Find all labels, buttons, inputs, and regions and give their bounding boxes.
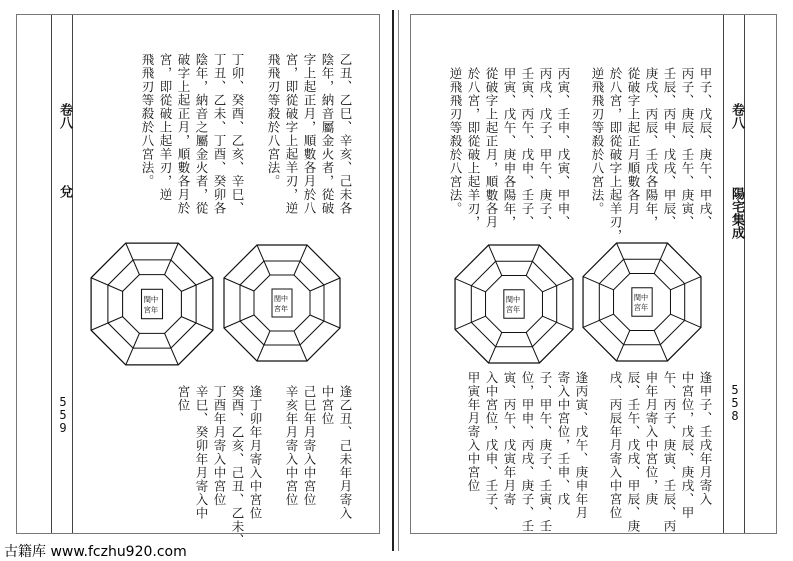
text-column: 從破字上起正月，順數各月: [484, 67, 499, 229]
text-column: 從破字上起正月順數各月: [626, 67, 641, 216]
text-column: 戌、丙辰年月寄入中宮位: [608, 371, 623, 520]
text-column: 甲寅年月寄入中宮位: [466, 371, 481, 493]
octagon-diagram-right: [581, 241, 703, 363]
text-column: 於八宮，即從破上起羊刃，: [466, 67, 481, 229]
text-column: 破字上起正月，順數各月於: [176, 53, 191, 215]
text-column: 宮位: [176, 385, 191, 412]
page-number: 558: [728, 383, 742, 422]
octagon-diagram-left: [89, 241, 215, 367]
text-column: 逢甲子、壬戌年月寄入: [698, 371, 713, 506]
text-column: 逢乙丑、己未年月寄入: [338, 385, 353, 520]
watermark-bar: [0, 540, 793, 561]
text-column: 逢丙寅、戊午、庚申年月: [574, 371, 589, 520]
left-page: [16, 14, 380, 547]
svg-text:閏中: 閏中: [633, 292, 649, 302]
text-column: 辛亥年月寄入中宮位: [284, 385, 299, 507]
text-column: 中宮位，戊辰、庚戌、甲: [680, 371, 695, 520]
text-column: 飛飛刃等殺於八宮法。: [140, 53, 155, 188]
text-column: 入中宮位，戊申、壬子、: [484, 371, 499, 520]
text-column: 申年月寄入中宮位，庚: [644, 371, 659, 506]
left-margin-band: [51, 15, 73, 533]
svg-text:宮年: 宮年: [274, 305, 288, 313]
svg-text:閏中: 閏中: [274, 295, 288, 303]
page-number: 559: [56, 395, 70, 434]
book-spine-shadow: [398, 10, 399, 551]
text-column: 宮，即從破字上起羊刃，逆: [284, 53, 299, 215]
text-column: 宮，即從破上起羊刃，逆: [158, 53, 173, 202]
text-column: 逆飛飛刃等殺於八宮法。: [448, 67, 463, 216]
svg-text:宮年: 宮年: [143, 305, 159, 315]
text-column: 丁丑、乙未、丁酉、癸卯各: [212, 53, 227, 215]
text-column: 飛飛刃等殺於八宮法。: [266, 53, 281, 188]
text-column: 逢丁卯年月寄入中宮位: [248, 385, 263, 520]
text-column: 己巳年月寄入中宮位: [302, 385, 317, 507]
text-column: 位，甲申、丙戌、庚子、壬: [520, 371, 535, 533]
book-title-label: 陽宅集成: [729, 187, 744, 239]
right-page: [410, 14, 777, 534]
text-column: 丙寅、壬申、戊寅、甲申、: [556, 67, 571, 229]
text-column: 甲寅、戊午、庚申各陽年，: [502, 67, 517, 229]
right-margin-band: [723, 15, 745, 533]
watermark-text: 古籍库 www.fczhu920.com: [4, 544, 187, 560]
text-column: 辛巳、癸卯年月寄入中: [194, 385, 209, 520]
text-column: 甲子、戊辰、庚午、甲戌、: [698, 67, 713, 229]
chapter-label: 卷八: [57, 103, 72, 129]
text-column: 庚戌、丙辰、壬戌各陽年，: [644, 67, 659, 229]
book-spine: [392, 10, 394, 551]
text-column: 寄入中宮位，壬申、戊: [556, 371, 571, 506]
svg-text:宮年: 宮年: [633, 303, 649, 313]
text-column: 丙子、庚辰、壬午、庚寅、: [680, 67, 695, 229]
text-column: 丁酉年月寄入中宮位: [212, 385, 227, 507]
text-column: 壬辰、丙申、戊戌、甲辰、: [662, 67, 677, 229]
text-column: 逆飛飛刃等殺於八宮法。: [590, 67, 605, 216]
text-column: 子、甲午、庚子、壬寅、壬: [538, 371, 553, 533]
text-column: 陰年，納音之屬金火者，從: [194, 53, 209, 215]
octagon-diagram-left: [453, 243, 575, 365]
text-column: 中宮位: [320, 385, 335, 426]
text-column: 午、丙子、庚寅、壬辰、丙: [662, 371, 677, 533]
svg-text:宮年: 宮年: [505, 305, 521, 315]
text-column: 陰年，納音屬金火者，從破: [320, 53, 335, 215]
text-column: 辰、壬午、戊戌、甲辰、庚: [626, 371, 641, 533]
text-column: 丙戌、戊子、甲午、庚子、: [538, 67, 553, 229]
svg-text:閏中: 閏中: [143, 294, 159, 304]
octagon-diagram-right: [222, 243, 342, 363]
text-column: 乙丑、乙巳、辛亥、己未各: [338, 53, 353, 215]
svg-text:閏中: 閏中: [505, 294, 521, 304]
text-column: 寅、丙午、戊寅年月寄: [502, 371, 517, 506]
chapter-label: 卷八: [729, 103, 744, 129]
text-column: 於八宮，即從破字上起羊刃，: [608, 67, 623, 243]
text-column: 字上起正月，順數各月於八: [302, 53, 317, 215]
text-column: 丁卯、癸酉、乙亥、辛巳、: [230, 53, 245, 215]
section-label: 兌: [57, 185, 72, 198]
text-column: 壬寅、丙午、戊申、壬子、: [520, 67, 535, 229]
text-column: 癸酉、乙亥、己丑、乙未、: [230, 385, 245, 547]
